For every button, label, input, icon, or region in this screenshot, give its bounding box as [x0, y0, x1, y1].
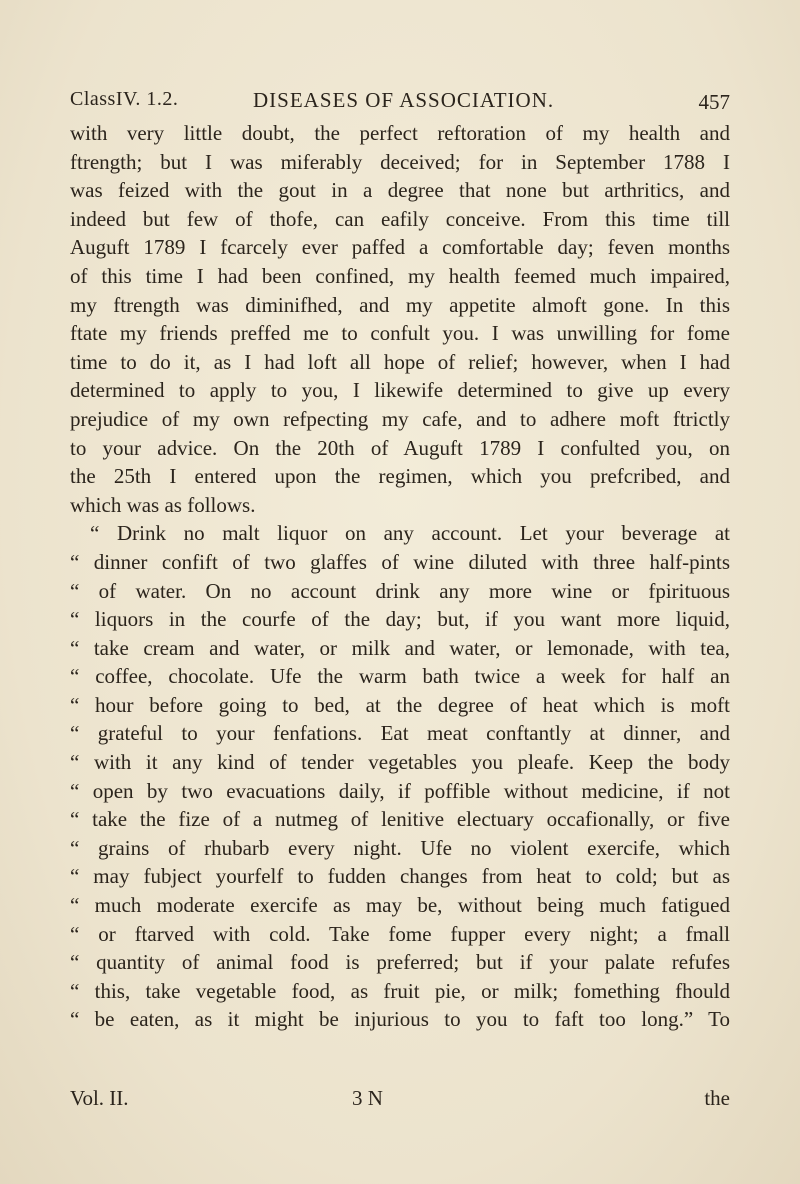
quote-line: “ with it any kind of tender vegetables you pleafe. Keep the body [70, 750, 730, 775]
quote-line: “ take the fize of a nutmeg of lenitive electuary occafionally, or five [70, 807, 730, 832]
quote-line: “ Drink no malt liquor on any account. Let your beverage at [90, 521, 730, 546]
quote-line: “ of water. On no account drink any more wine or fpirituous [70, 578, 730, 603]
text-line: of this time I had been confined, my health feemed much impaired, [70, 263, 730, 288]
text-line: time to do it, as I had loft all hope of relief; however, when I had [70, 349, 730, 374]
volume-label: Vol. II. [70, 1086, 129, 1110]
page-number: 457 [698, 90, 730, 114]
text-line: indeed but few of thofe, can eafily conceive. From this time till [70, 206, 730, 231]
quote-line: “ grains of rhubarb every night. Ufe no violent exercife, which [70, 835, 730, 860]
quote-line: “ or ftarved with cold. Take fome fupper every night; a fmall [70, 921, 730, 946]
text-line: determined to apply to you, I likewife determined to give up every [70, 378, 730, 403]
chapter-title: DISEASES OF ASSOCIATION. [253, 88, 555, 112]
quote-line: “ be eaten, as it might be injurious to you to faft too long.” To [70, 1007, 730, 1032]
quote-line: “ take cream and water, or milk and water, or lemonade, with tea, [70, 635, 730, 660]
page-footer [70, 1086, 730, 1116]
quote-line: “ grateful to your fenfations. Eat meat conftantly at dinner, and [70, 721, 730, 746]
text-line: my ftrength was diminifhed, and my appetite almoft gone. In this [70, 292, 730, 317]
text-line: ftrength; but I was miferably deceived; for in September 1788 I [70, 149, 730, 174]
quote-line: “ open by two evacuations daily, if poffible without medicine, if not [70, 778, 730, 803]
quote-line: “ dinner confift of two glaffes of wine diluted with three half-pints [70, 549, 730, 574]
quote-line: “ hour before going to bed, at the degree of heat which is moft [70, 692, 730, 717]
text-line: which was as follows. [70, 492, 256, 517]
signature-mark: 3 N [352, 1086, 383, 1110]
quote-line: “ coffee, chocolate. Ufe the warm bath twice a week for half an [70, 664, 730, 689]
text-line: the 25th I entered upon the regimen, which you prefcribed, and [70, 464, 730, 489]
running-header [70, 88, 730, 120]
quote-line: “ quantity of animal food is preferred; but if your palate refufes [70, 950, 730, 975]
text-line: to your advice. On the 20th of Auguft 1789 I confulted you, on [70, 435, 730, 460]
quote-line: “ this, take vegetable food, as fruit pie, or milk; fomething fhould [70, 978, 730, 1003]
class-reference: ClassIV. 1.2. [70, 88, 179, 110]
quote-line: “ much moderate exercife as may be, without being much fatigued [70, 893, 730, 918]
quote-line: “ may fubject yourfelf to fudden changes from heat to cold; but as [70, 864, 730, 889]
body-text [70, 119, 730, 1034]
catchword: the [704, 1086, 730, 1110]
text-line: was feized with the gout in a degree that none but arthritics, and [70, 178, 730, 203]
quote-line: “ liquors in the courfe of the day; but, if you want more liquid, [70, 607, 730, 632]
text-line: prejudice of my own refpecting my cafe, and to adhere moft ftrictly [70, 406, 730, 431]
text-line: with very little doubt, the perfect reftoration of my health and [70, 121, 730, 145]
text-line: Auguft 1789 I fcarcely ever paffed a comfortable day; feven months [70, 235, 730, 260]
text-line: ftate my friends preffed me to confult you. I was unwilling for fome [70, 321, 730, 346]
